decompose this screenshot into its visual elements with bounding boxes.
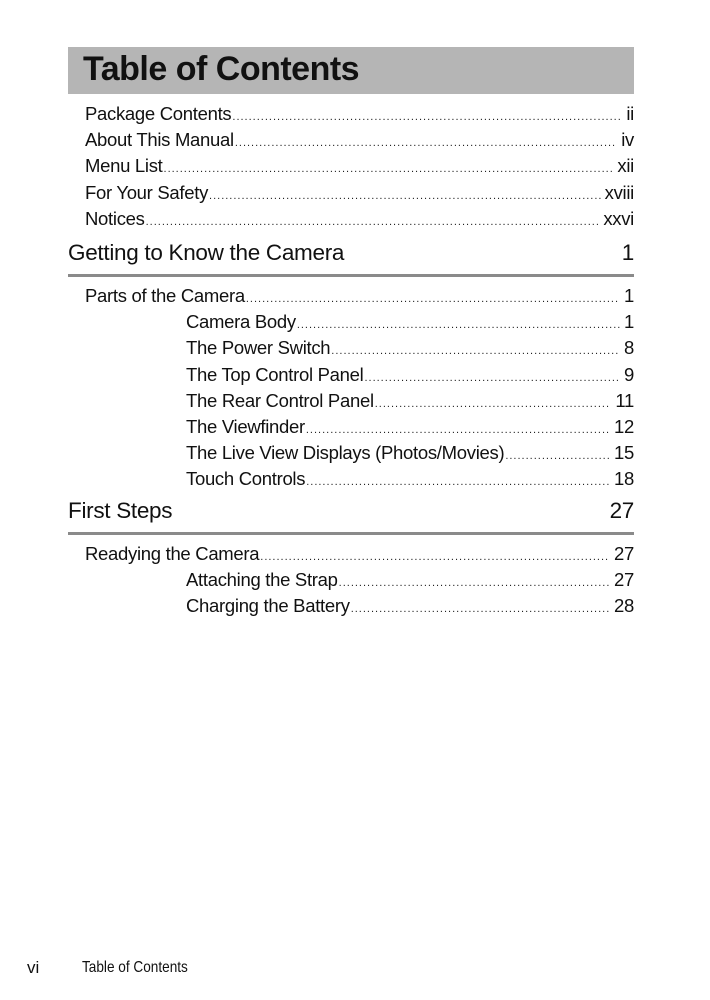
toc-entry-label: Attaching the Strap <box>186 569 338 591</box>
dot-leader <box>246 286 620 312</box>
dot-leader <box>505 443 610 469</box>
section-divider <box>68 532 634 535</box>
section-title: Getting to Know the Camera <box>68 240 345 265</box>
toc-entry-label: Readying the Camera <box>85 543 260 564</box>
section-title: First Steps <box>68 498 173 523</box>
toc-entry-page: 9 <box>624 363 634 385</box>
toc-entry[interactable] <box>68 388 634 414</box>
toc-entry-page: xxvi <box>603 207 634 229</box>
section-heading[interactable] <box>68 238 634 268</box>
toc-entry-page: 8 <box>624 337 634 359</box>
section-divider <box>68 274 634 277</box>
dot-leader <box>146 209 600 235</box>
section-page: 27 <box>609 498 634 523</box>
toc-entry-label: Touch Controls <box>186 468 306 490</box>
toc-entry-label: Parts of the Camera <box>85 285 245 306</box>
toc-entry[interactable] <box>68 466 634 492</box>
dot-leader <box>375 391 612 417</box>
toc-entry[interactable] <box>68 101 634 127</box>
toc-entry-page: 12 <box>614 415 634 437</box>
toc-entry[interactable] <box>68 440 634 466</box>
dot-leader <box>306 417 610 443</box>
toc-entry-page: 28 <box>614 595 634 617</box>
toc-entry-label: The Top Control Panel <box>186 363 364 385</box>
toc-entry-label: Notices <box>85 207 145 229</box>
toc-entry-page: 1 <box>624 311 634 333</box>
dot-leader <box>339 570 610 596</box>
section-getting-to-know <box>68 238 634 493</box>
footer-page-number: vi <box>27 958 40 977</box>
toc-entry-page: xviii <box>604 181 634 203</box>
toc-entry-page: 1 <box>624 285 634 306</box>
toc-entry[interactable] <box>68 180 634 206</box>
toc-entry-page: 11 <box>615 389 634 411</box>
toc-entry-page: xii <box>617 155 634 177</box>
toc-entry-label: For Your Safety <box>85 181 209 203</box>
footer-running-title: Table of Contents <box>82 959 188 976</box>
toc-entry-label: The Viewfinder <box>186 415 305 437</box>
page-title: Table of Contents <box>83 50 360 88</box>
toc-entry-page: iv <box>621 129 634 151</box>
toc-entry[interactable] <box>68 567 634 593</box>
toc-entry[interactable] <box>68 593 634 619</box>
toc-entry[interactable] <box>68 414 634 440</box>
section-heading[interactable] <box>68 496 634 526</box>
toc-entry-label: About This Manual <box>85 129 234 151</box>
dot-leader <box>331 338 620 364</box>
toc-entry-label: Menu List <box>85 155 163 177</box>
toc-entry[interactable] <box>68 541 634 567</box>
toc-entry-page: 18 <box>614 468 634 490</box>
toc-entry-page: ii <box>626 103 634 124</box>
dot-leader <box>306 469 610 495</box>
toc-entry[interactable] <box>68 127 634 153</box>
title-bar <box>68 47 634 94</box>
toc-entry-label: Charging the Battery <box>186 595 350 617</box>
dot-leader <box>164 156 614 182</box>
toc-entry-label: Camera Body <box>186 311 296 333</box>
front-matter-list <box>68 101 634 232</box>
toc-entry-label: Package Contents <box>85 103 232 124</box>
toc-entry-label: The Rear Control Panel <box>186 389 374 411</box>
toc-entry-page: 27 <box>614 543 634 564</box>
dot-leader <box>260 544 610 570</box>
dot-leader <box>232 104 622 130</box>
toc-entry[interactable] <box>68 206 634 232</box>
dot-leader <box>235 130 617 156</box>
toc-entry-page: 27 <box>614 569 634 591</box>
toc-entry[interactable] <box>68 309 634 335</box>
toc-entry[interactable] <box>68 153 634 179</box>
section-page: 1 <box>621 240 634 265</box>
toc-entry[interactable] <box>68 362 634 388</box>
dot-leader <box>364 365 620 391</box>
toc-entry-label: The Power Switch <box>186 337 331 359</box>
dot-leader <box>351 596 610 622</box>
section-first-steps <box>68 496 634 620</box>
dot-leader <box>297 312 620 338</box>
toc-entry-label: The Live View Displays (Photos/Movies) <box>186 442 505 464</box>
toc-entry[interactable] <box>68 335 634 361</box>
toc-entry-page: 15 <box>614 442 634 464</box>
toc-entry[interactable] <box>68 283 634 309</box>
dot-leader <box>209 183 601 209</box>
